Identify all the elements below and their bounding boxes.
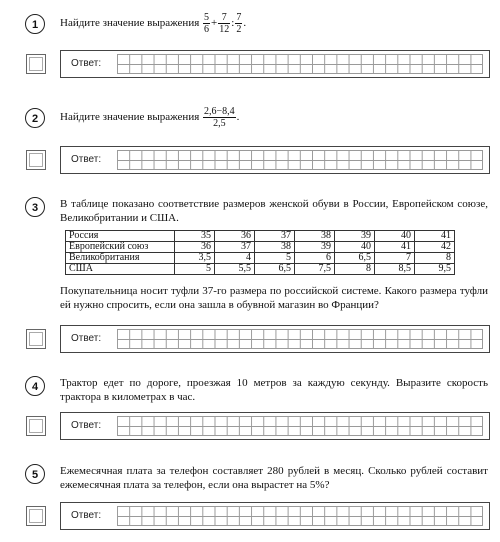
table-cell: 5	[175, 264, 215, 275]
table-cell: 5	[255, 253, 295, 264]
table-cell: 40	[375, 231, 415, 242]
table-cell: 39	[295, 242, 335, 253]
table-cell: 7,5	[295, 264, 335, 275]
answer-label: Ответ:	[71, 420, 102, 431]
table-cell: 36	[215, 231, 255, 242]
answer-field[interactable]	[60, 146, 490, 174]
table-cell: 41	[375, 242, 415, 253]
answer-label: Ответ:	[71, 58, 102, 69]
answer-label: Ответ:	[71, 333, 102, 344]
table-row-header: Россия	[66, 231, 175, 242]
table-row-header: Великобритания	[66, 253, 175, 264]
answer-grid[interactable]	[117, 54, 483, 74]
answer-checkbox[interactable]	[26, 150, 46, 170]
table-cell: 5,5	[215, 264, 255, 275]
task-text: В таблице показано соответствие размеров женской обуви в России, Европейском союзе, Великобритании и США.	[60, 198, 488, 224]
answer-grid[interactable]	[117, 150, 483, 170]
task-text: Найдите значение выражения $\frac{2,6-8,4}{2,5}$ .	[60, 106, 240, 129]
table-cell: 37	[255, 231, 295, 242]
task-text: Ежемесячная плата за телефон составляет 280 рублей в месяц. Сколько рублей составит ежемесячная плата за телефон, если она вырастет на 5%?	[60, 465, 488, 491]
table-row-header: Европейский союз	[66, 242, 175, 253]
answer-grid[interactable]	[117, 506, 483, 526]
table-cell: 42	[415, 242, 455, 253]
fraction: $\frac{5}{6}$	[204, 12, 210, 35]
task-number: 5	[25, 464, 45, 484]
table-row-header: США	[66, 264, 175, 275]
task-number: 4	[25, 376, 45, 396]
fraction: $\frac{7}{12}$	[219, 12, 230, 35]
table-cell: 8	[415, 253, 455, 264]
shoe-size-table	[65, 230, 455, 275]
answer-checkbox[interactable]	[26, 54, 46, 74]
table-cell: 6	[295, 253, 335, 264]
task-text: Трактор едет по дороге, проезжая 10 метров за каждую секунду. Выразите скорость трактора в километрах в час.	[60, 377, 488, 403]
table-row	[66, 242, 455, 253]
table-cell: 4	[215, 253, 255, 264]
table-cell: 39	[335, 231, 375, 242]
table-row	[66, 231, 455, 242]
task-text-continued: Покупательница носит туфли 37-го размера по российской системе. Какого размера туфли ей нужно спросить, если она зашла в обувной магазин во Франции?	[60, 285, 488, 311]
table-row	[66, 253, 455, 264]
table-cell: 38	[295, 231, 335, 242]
fraction: $\frac{7}{2}$	[236, 12, 242, 35]
answer-checkbox[interactable]	[26, 506, 46, 526]
task-number: 3	[25, 197, 45, 217]
table-cell: 3,5	[175, 253, 215, 264]
table-cell: 38	[255, 242, 295, 253]
table-cell: 40	[335, 242, 375, 253]
table-cell: 6,5	[335, 253, 375, 264]
table-cell: 7	[375, 253, 415, 264]
task-number: 1	[25, 14, 45, 34]
task-text: Найдите значение выражения $\frac{5}{6}$ + $\frac{7}{12}$ : $\frac{7}{2}$ .	[60, 12, 247, 35]
answer-label: Ответ:	[71, 510, 102, 521]
table-row	[66, 264, 455, 275]
table-cell: 36	[175, 242, 215, 253]
table-cell: 8,5	[375, 264, 415, 275]
answer-field[interactable]	[60, 412, 490, 440]
table-cell: 37	[215, 242, 255, 253]
answer-field[interactable]	[60, 502, 490, 530]
table-cell: 6,5	[255, 264, 295, 275]
answer-checkbox[interactable]	[26, 416, 46, 436]
answer-grid[interactable]	[117, 329, 483, 349]
answer-field[interactable]	[60, 50, 490, 78]
fraction: $\frac{2,6-8,4}{2,5}$	[204, 106, 235, 129]
answer-grid[interactable]	[117, 416, 483, 436]
task-number: 2	[25, 108, 45, 128]
answer-label: Ответ:	[71, 154, 102, 165]
table-cell: 8	[335, 264, 375, 275]
table-cell: 9,5	[415, 264, 455, 275]
table-cell: 35	[175, 231, 215, 242]
answer-checkbox[interactable]	[26, 329, 46, 349]
table-cell: 41	[415, 231, 455, 242]
answer-field[interactable]	[60, 325, 490, 353]
